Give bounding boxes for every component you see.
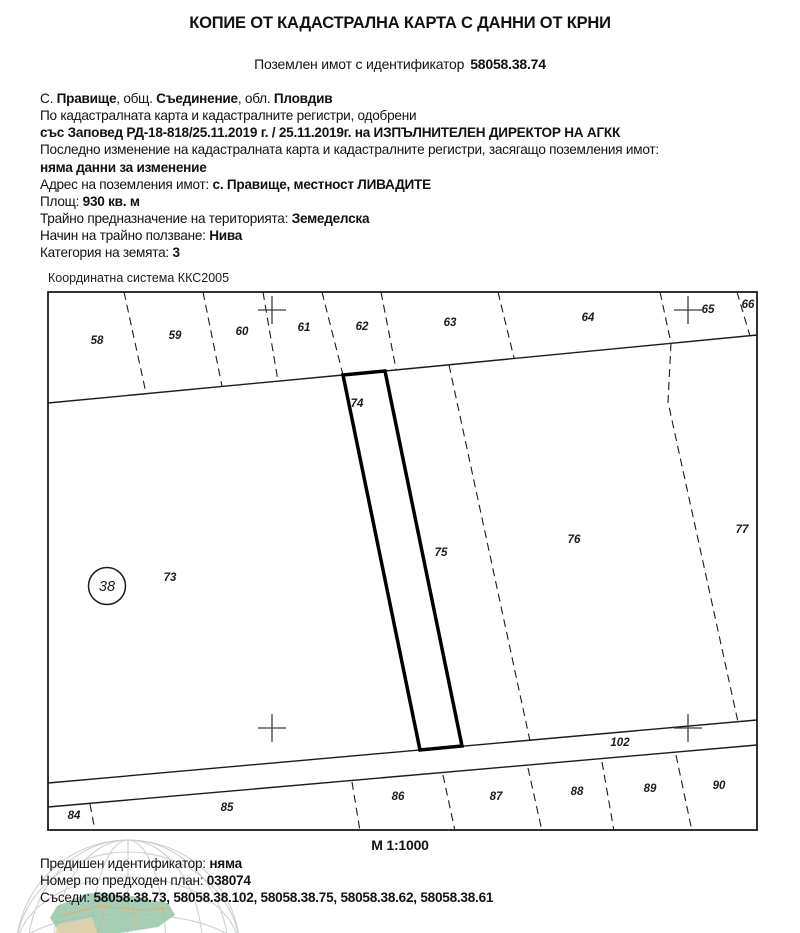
parcel-label-76: 76: [567, 534, 581, 546]
land-use-line: Начин на трайно ползване: Нива: [40, 228, 243, 244]
region-number-label: 38: [98, 579, 116, 595]
land-category-line: Категория на земята: 3: [40, 245, 180, 261]
last-change-line: Последно изменение на кадастралната карта и кадастралните регистри, засягащо поземления имот:: [40, 142, 659, 158]
parcel-label-89: 89: [643, 783, 657, 795]
parcel-label-65: 65: [701, 304, 715, 316]
parcel-label-63: 63: [443, 317, 457, 329]
parcel-identifier-line: [0, 56, 800, 72]
map-scale: М 1:1000: [371, 837, 429, 853]
parcel-label-84: 84: [67, 810, 81, 822]
subject-parcel-74-outline: [343, 371, 462, 750]
parcel-label-60: 60: [235, 326, 249, 338]
parcel-label-77: 77: [735, 524, 749, 536]
upper-boundary-line: [48, 335, 757, 403]
parcel-label-90: 90: [712, 780, 726, 792]
parcel-label-73: 73: [163, 572, 177, 584]
coordinate-system-label: Координатна система ККС2005: [48, 271, 230, 285]
address-line: Адрес на поземления имот: с. Правище, местност ЛИВАДИТЕ: [40, 176, 431, 192]
footer-block: [40, 855, 780, 907]
page-title: КОПИЕ ОТ КАДАСТРАЛНА КАРТА С ДАННИ ОТ КРНИ: [189, 14, 611, 32]
road-label-102: 102: [610, 737, 630, 749]
previous-plan-line: Номер по предходен план: 038074: [40, 873, 251, 889]
parcel-label-61: 61: [297, 322, 311, 334]
parcel-label-64: 64: [581, 312, 595, 324]
map-frame: [48, 292, 757, 830]
settlement-line: С. Правище, общ. Съединение, обл. Пловдив: [40, 91, 333, 106]
parcel-label-87: 87: [489, 791, 503, 803]
parcel-label-62: 62: [355, 321, 369, 333]
grid-crosses: [258, 296, 702, 742]
order-line: със Заповед РД-18-818/25.11.2019 г. / 25.11.2019г. на ИЗПЪЛНИТЕЛЕН ДИРЕКТОР НА АГКК: [40, 125, 621, 141]
road-top-edge: [48, 720, 757, 783]
approved-by-line: По кадастралната карта и кадастралните регистри, одобрени: [40, 108, 417, 124]
subtitle-label: Поземлен имот с идентификатор: [254, 56, 465, 72]
no-change-line: няма данни за изменение: [40, 159, 207, 175]
parcel-label-66: 66: [741, 299, 755, 311]
parcel-label-59: 59: [168, 330, 182, 342]
parcel-info-block: [40, 90, 780, 262]
parcel-label-75: 75: [434, 547, 448, 559]
territory-purpose-line: Трайно предназначение на територията: Земеделска: [40, 211, 370, 227]
parcel-id: 58058.38.74: [470, 56, 546, 72]
parcel-label-86: 86: [391, 791, 405, 803]
parcel-label-58: 58: [90, 335, 104, 347]
previous-identifier-line: Предишен идентификатор: няма: [40, 856, 242, 871]
parcel-label-88: 88: [570, 786, 584, 798]
parcel-label-85: 85: [220, 802, 234, 814]
parcel-label-74: 74: [350, 398, 364, 410]
neighbors-line: Съседи: 58058.38.73, 58058.38.102, 58058.38.75, 58058.38.62, 58058.38.61: [40, 890, 494, 906]
area-line: Площ: 930 кв. м: [40, 193, 140, 209]
